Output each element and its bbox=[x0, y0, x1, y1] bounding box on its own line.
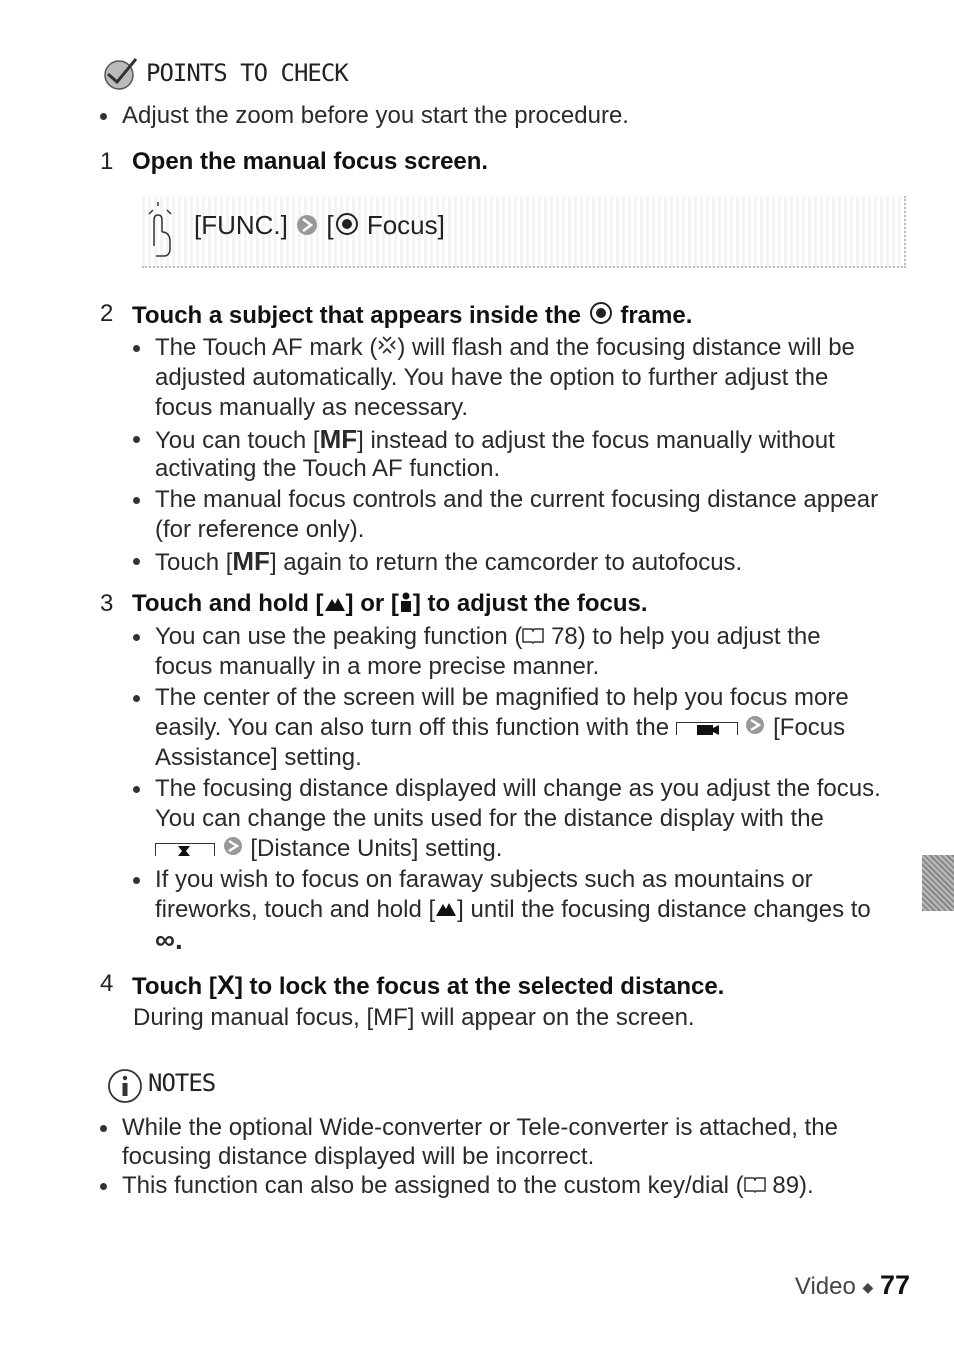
notes-heading: NOTES bbox=[148, 1069, 216, 1097]
footer-section-name: Video bbox=[794, 1273, 856, 1300]
list-item-continuation: fireworks, touch and hold [ ] until the focusing distance changes to bbox=[155, 895, 871, 926]
list-item-continuation: You can change the units used for the distance display with the bbox=[155, 805, 824, 832]
list-item-continuation: activating the Touch AF function. bbox=[155, 455, 501, 482]
step-4-heading: 4 Touch [X] to lock the focus at the selected distance. bbox=[100, 970, 725, 1000]
step-1-heading: 1 Open the manual focus screen. bbox=[100, 148, 489, 175]
points-to-check-section: POINTS TO CHECK Adjust the zoom before you start the procedure. bbox=[100, 55, 900, 135]
step-3-body: You can use the peaking function ( 78) to help you adjust the focus manually in a more precise manner. The center of the screen will be magnified to help you focus more easily. You can also turn off this function with the [Focus Assistance] setting. The focusing distance displayed will change as you adjust the focus. You can change the units used for the distance display with the [Distance Units] setting. If you wish to focus on faraway subjects such as mountains or fireworks, touch and hold [ ] until the focusing distance changes to ∞. bbox=[133, 622, 913, 962]
checkmark-badge-icon bbox=[100, 55, 142, 98]
menu-path-box bbox=[142, 196, 906, 268]
touch-finger-icon bbox=[144, 202, 178, 263]
mf-button-label: MF bbox=[232, 546, 270, 576]
mountain-far-icon bbox=[324, 591, 346, 619]
mf-button-label: MF bbox=[319, 424, 358, 454]
list-item-continuation: (for reference only). bbox=[155, 516, 365, 543]
page-number: 77 bbox=[879, 1270, 910, 1300]
step-2-heading: 2 Touch a subject that appears inside the frame. bbox=[100, 300, 900, 330]
chapter-tab-marker bbox=[922, 855, 954, 911]
step-3-heading: 3 Touch and hold [ ] or [ ] to adjust the focus. bbox=[100, 590, 648, 617]
list-item-continuation: [Distance Units] setting. bbox=[155, 834, 502, 865]
arrow-icon bbox=[744, 713, 766, 744]
book-reference-icon bbox=[522, 622, 544, 653]
book-reference-icon bbox=[744, 1171, 766, 1202]
menu-focus-bracket: [ bbox=[326, 210, 334, 240]
list-item-continuation: Assistance] setting. bbox=[155, 744, 362, 771]
touch-af-mark-icon bbox=[377, 333, 397, 364]
menu-func[interactable]: [FUNC.] bbox=[194, 210, 288, 240]
step-2-body: The Touch AF mark ( ) will flash and the focusing distance will be adjusted automatically. You have the option to further adjust the focus manually as necessary. You can touch [MF] instead to adjust the focus manually without activating the Touch AF function. The manual focus controls and the current focusing distance appear (for reference only). Touch [MF] again to return the camcorder to autofocus. bbox=[133, 333, 913, 573]
person-near-icon bbox=[399, 591, 413, 619]
focus-target-icon bbox=[588, 300, 614, 333]
list-item-continuation: easily. You can also turn off this function with the [Focus bbox=[155, 713, 845, 744]
infinity-value: ∞. bbox=[155, 924, 183, 955]
arrow-icon bbox=[295, 212, 319, 243]
focus-target-icon bbox=[334, 211, 360, 244]
list-item-continuation: focus manually in a more precise manner. bbox=[155, 653, 600, 680]
camera-menu-icon bbox=[676, 722, 738, 735]
close-lock-icon: X bbox=[216, 970, 235, 1000]
points-to-check-heading: POINTS TO CHECK bbox=[146, 59, 348, 87]
setup-menu-icon bbox=[155, 843, 215, 856]
list-item-continuation: focusing distance displayed will be incorrect. bbox=[122, 1143, 595, 1170]
arrow-icon bbox=[222, 834, 244, 865]
menu-focus[interactable]: Focus] bbox=[366, 210, 445, 240]
page-footer bbox=[780, 1270, 910, 1304]
list-item-continuation: adjusted automatically. You have the option to further adjust the bbox=[155, 364, 829, 391]
mountain-far-icon bbox=[435, 895, 457, 926]
list-item-continuation: focus manually as necessary. bbox=[155, 394, 469, 421]
notes-section: NOTES While the optional Wide-converter or Tele-converter is attached, the focusing distance displayed will be incorrect. This function can also be assigned to the custom key/dial ( 89). bbox=[100, 1063, 900, 1213]
diamond-separator-icon: ◆ bbox=[862, 1279, 874, 1296]
info-icon bbox=[106, 1067, 144, 1110]
step-4-body: During manual focus, [MF] will appear on the screen. bbox=[133, 1004, 695, 1031]
